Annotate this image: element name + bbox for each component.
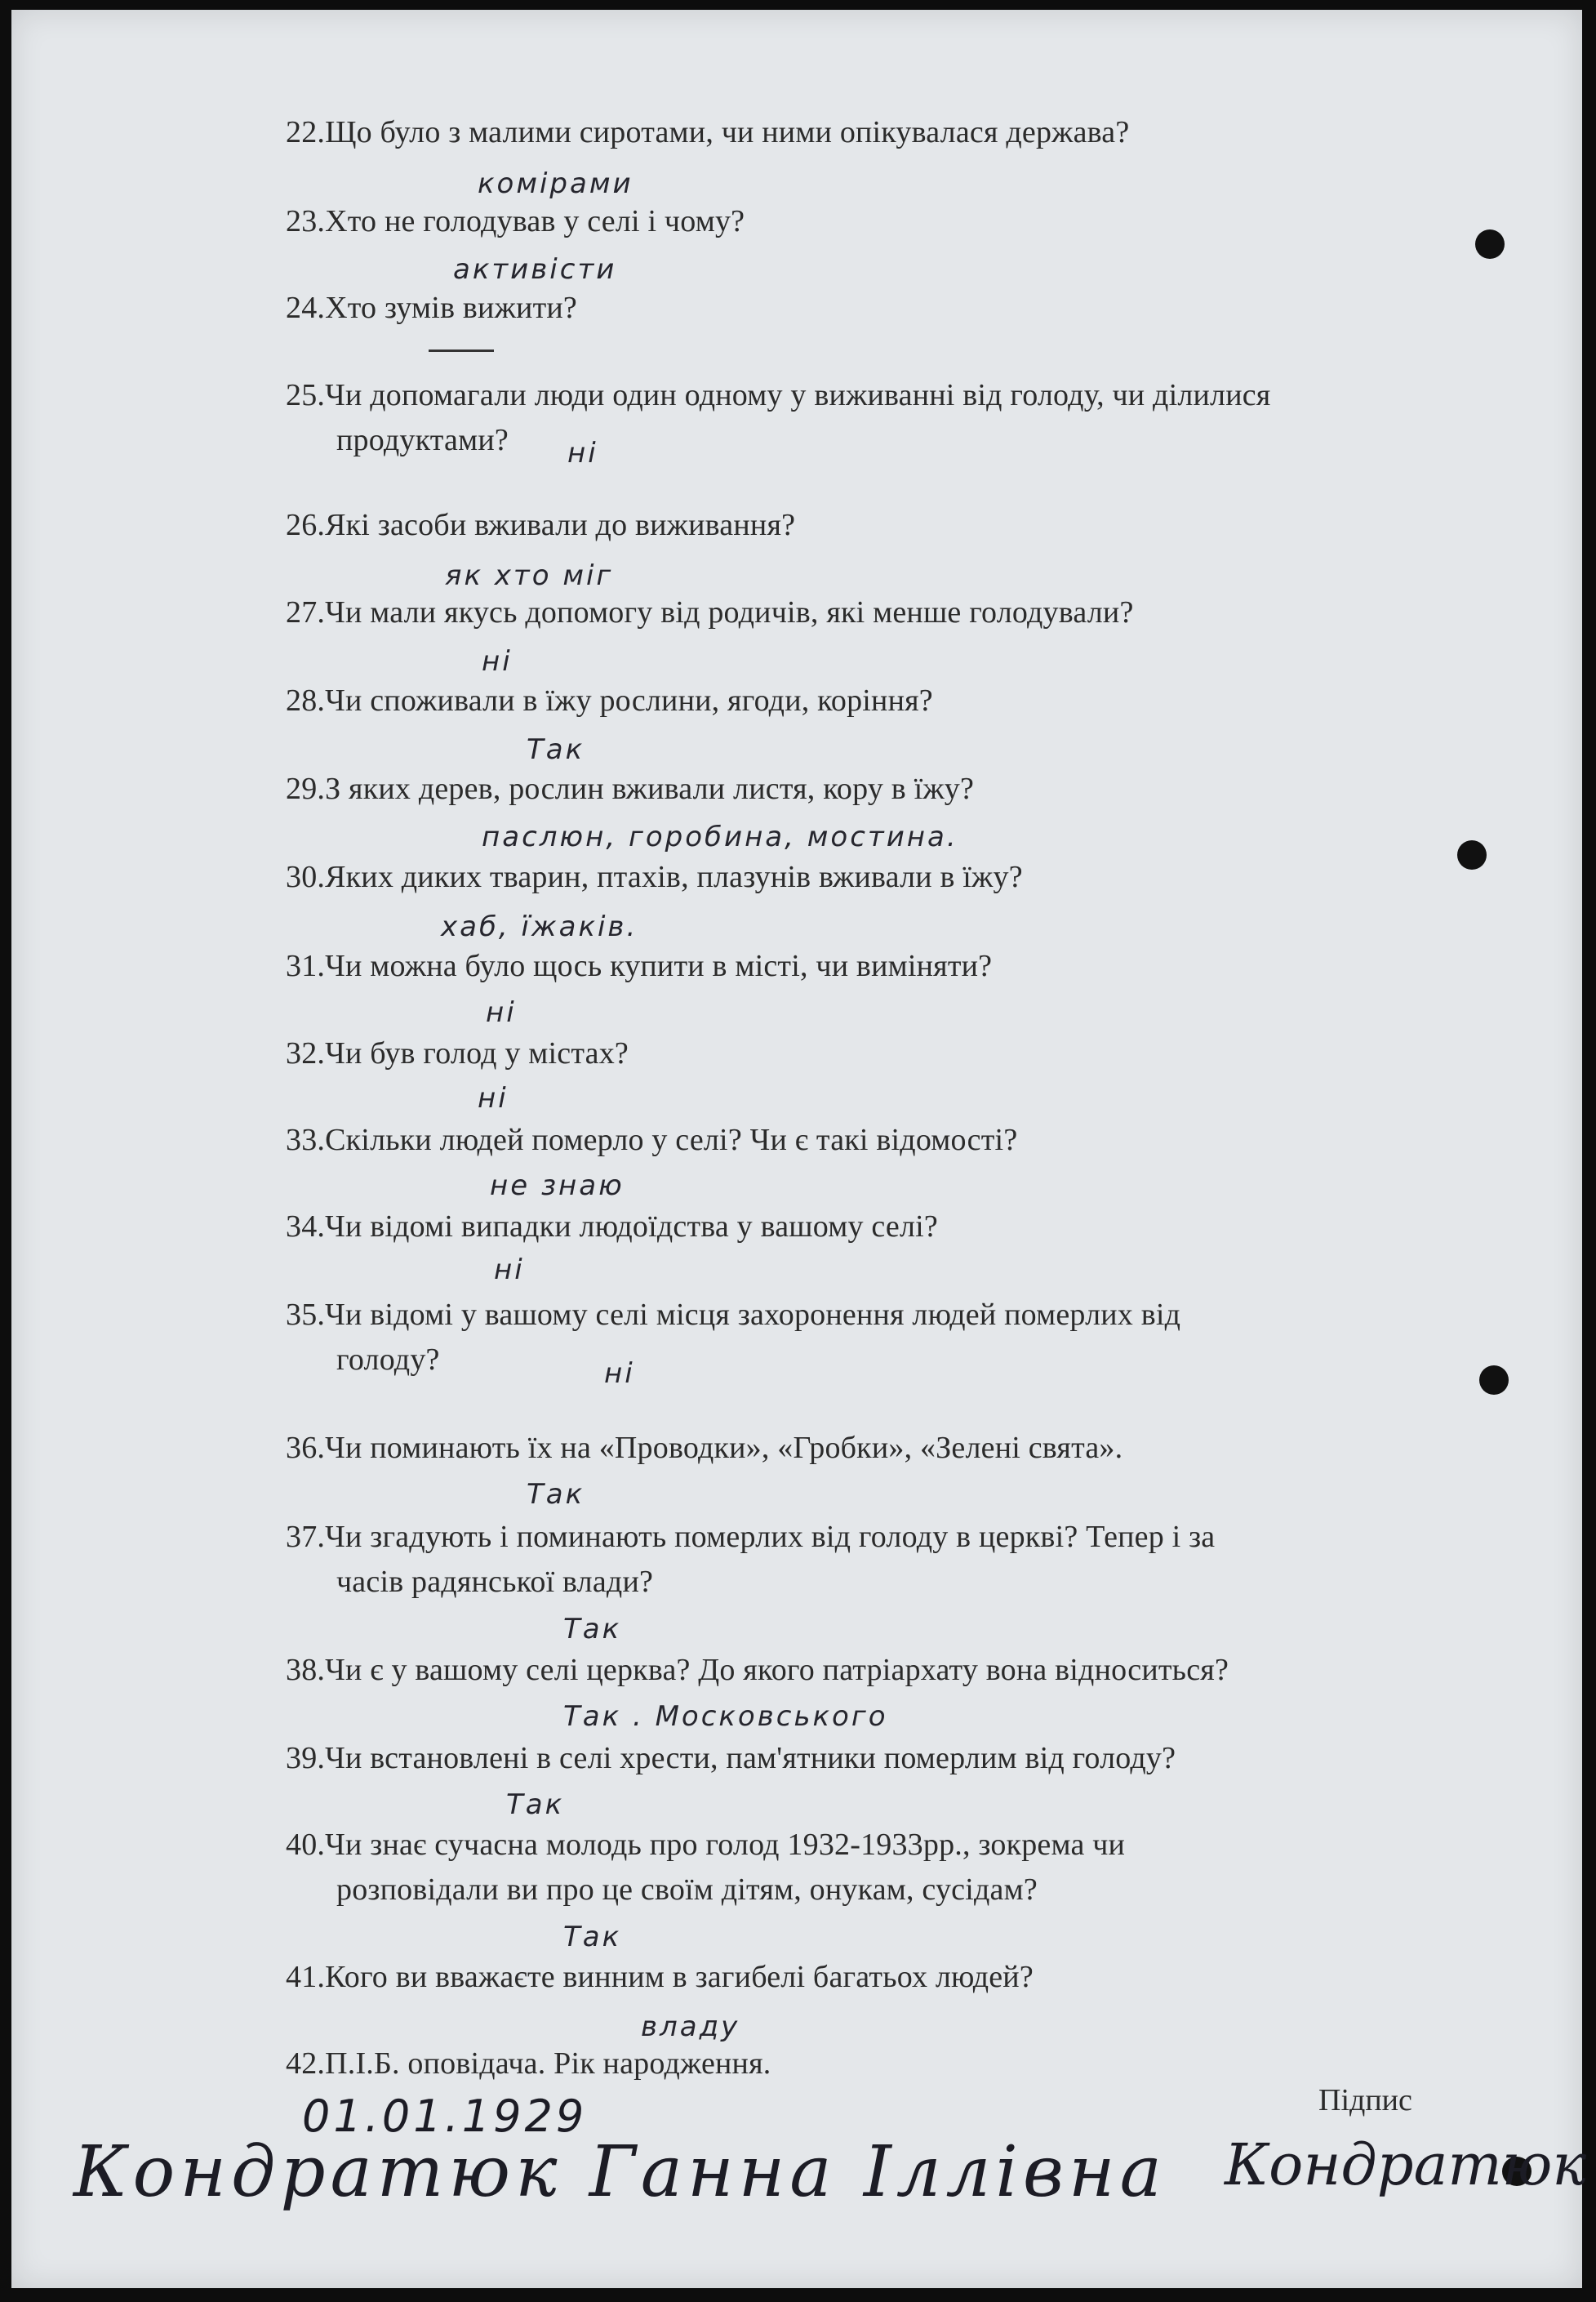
answer-39: Так — [506, 1788, 565, 1821]
question-37: 37.Чи згадують і поминають померлих від голоду в церкві? Тепер і за часів радянської влади? — [286, 1520, 1216, 1599]
signature: Кондратюк — [1225, 2131, 1587, 2198]
answer-28: Так — [527, 733, 585, 766]
answer-40: Так — [563, 1921, 622, 1953]
question-41: 41.Кого ви вважаєте винним в загибелі багатьох людей? — [286, 1960, 1034, 1994]
question-38: 38.Чи є у вашому селі церква? До якого патріархату вона відноситься? — [286, 1653, 1229, 1687]
signature-label: Підпис — [1318, 2083, 1412, 2117]
question-25: 25.Чи допомагали люди один одному у виживанні від голоду, чи ділилися продуктами? — [286, 378, 1271, 457]
answer-26: як хто міг — [445, 559, 614, 592]
answer-23: комірами — [478, 167, 634, 200]
question-22: 22.Що було з малими сиротами, чи ними опікувалася держава? — [286, 115, 1130, 149]
question-36: 36.Чи поминають їх на «Проводки», «Гробки», «Зелені свята». — [286, 1431, 1123, 1465]
answer-31: ні — [486, 996, 517, 1029]
answer-37: Так — [563, 1613, 622, 1645]
answer-29: паслюн, горобина, мостина. — [482, 821, 958, 853]
answer-41: владу — [641, 2010, 740, 2043]
answer-32: ні — [478, 1082, 509, 1115]
question-40: 40.Чи знає сучасна молодь про голод 1932-1933рр., зокрема чи розповідали ви про це своїм дітям, онукам, сусідам? — [286, 1828, 1126, 1907]
question-34: 34.Чи відомі випадки людоїдства у вашому селі? — [286, 1209, 938, 1244]
question-31: 31.Чи можна було щось купити в місті, чи виміняти? — [286, 949, 993, 983]
question-32: 32.Чи був голод у містах? — [286, 1036, 629, 1071]
question-26: 26.Які засоби вживали до виживання? — [286, 508, 796, 542]
question-39: 39.Чи встановлені в селі хрести, пам'ятники померлим від голоду? — [286, 1741, 1176, 1775]
answer-35: ні — [604, 1357, 635, 1390]
narrator-name: Кондратюк Ганна Іллівна — [73, 2131, 1167, 2213]
answer-33: не знаю — [490, 1169, 625, 1202]
question-27: 27.Чи мали якусь допомогу від родичів, які менше голодували? — [286, 595, 1134, 630]
birth-date: 01.01.1929 — [302, 2091, 588, 2142]
answer-30: хаб, їжаків. — [441, 911, 638, 943]
question-28: 28.Чи споживали в їжу рослини, ягоди, коріння? — [286, 683, 933, 718]
answer-24: активісти — [453, 253, 617, 286]
question-24: 24.Хто зумів вижити? — [286, 291, 577, 325]
question-35: 35.Чи відомі у вашому селі місця захоронення людей померлих від голоду? — [286, 1298, 1181, 1377]
answer-38: Так . Московського — [563, 1700, 888, 1733]
answer-25: ні — [567, 437, 598, 470]
answer-dash — [429, 350, 494, 352]
question-33: 33.Скільки людей померло у селі? Чи є такі відомості? — [286, 1123, 1018, 1157]
answer-34: ні — [494, 1253, 525, 1286]
question-29: 29.З яких дерев, рослин вживали листя, кору в їжу? — [286, 772, 975, 806]
question-23: 23.Хто не голодував у селі і чому? — [286, 204, 745, 238]
answer-36: Так — [527, 1478, 585, 1511]
answer-27: ні — [482, 645, 513, 678]
question-42: 42.П.І.Б. оповідача. Рік народження. — [286, 2046, 771, 2081]
question-30: 30.Яких диких тварин, птахів, плазунів вживали в їжу? — [286, 860, 1023, 894]
